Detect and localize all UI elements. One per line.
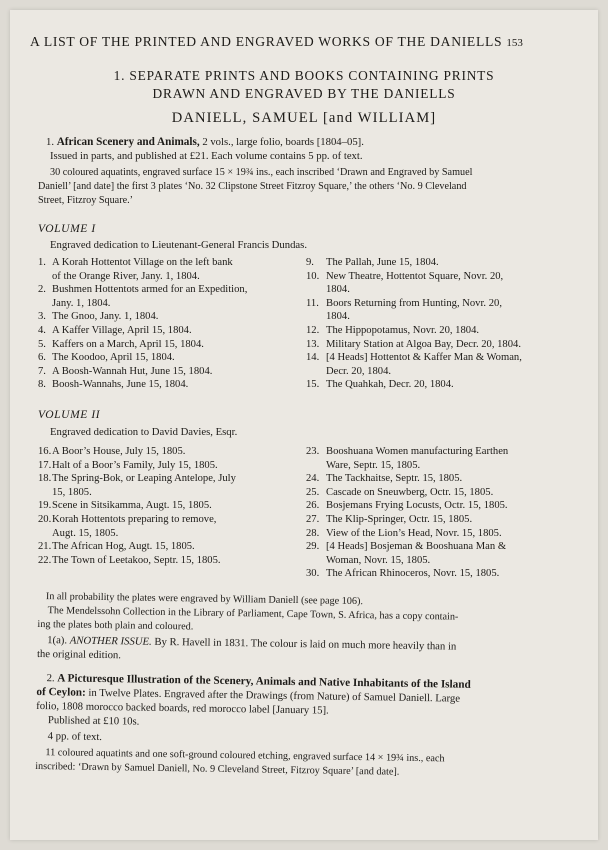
plate-title: Ware, Septr. 15, 1805.: [326, 459, 421, 471]
plate-list-item: [38, 324, 300, 338]
plate-list-item: [38, 513, 300, 540]
entry-2-published: Published at £10 10s.: [47, 714, 140, 728]
plate-title: Scene in Sitsikamma, Augt. 15, 1805.: [52, 500, 212, 512]
volume-1-plates-left: [38, 256, 300, 392]
plate-list-item: [38, 554, 300, 568]
plate-list-item: [306, 499, 572, 513]
plate-list-item: [306, 324, 572, 338]
plate-number: 17.: [38, 459, 52, 471]
plate-list-item: [38, 459, 300, 473]
plate-title: A Kaffer Village, April 15, 1804.: [52, 324, 192, 336]
plate-title: Bushmen Hottentots armed for an Expedition,: [52, 284, 248, 296]
plate-title: A Boosh-Wannah Hut, June 15, 1804.: [52, 365, 213, 377]
entry-2-desc-line1: 11 coloured aquatints and one soft-ground coloured etching, engraved surface 14 × 19¾ ins., each: [45, 747, 445, 765]
entry-format: 2 vols., large folio, boards [1804–05].: [199, 136, 364, 148]
plate-list-item: [38, 310, 300, 324]
plate-number: 19.: [38, 500, 52, 512]
entry-title: African Scenery and Animals,: [56, 136, 200, 148]
plate-number: 1.: [38, 257, 46, 268]
plate-number: 22.: [38, 554, 52, 566]
entry-1-title-line: [46, 136, 364, 149]
entry-2-line3: folio, 1808 morocco backed boards, red morocco label [January 15].: [36, 699, 329, 717]
volume-2-heading: VOLUME II: [38, 409, 101, 421]
plate-title: The Gnoo, Jany. 1, 1804.: [52, 311, 159, 323]
plate-number: 5.: [38, 338, 46, 350]
entry-1-desc-line3: Street, Fitzroy Square.’: [38, 195, 134, 206]
entry-number: 1.: [46, 136, 55, 148]
plate-title: Cascade on Sneuwberg, Octr. 15, 1805.: [326, 486, 494, 498]
running-head: [30, 34, 590, 50]
plate-number: 25.: [306, 486, 320, 498]
plate-list-item: [38, 540, 300, 554]
note-probability: In all probability the plates were engraved by William Daniell (see page 106).: [45, 591, 364, 608]
plate-title: of the Orange River, Jany. 1, 1804.: [52, 270, 200, 282]
plate-list-item: [306, 540, 572, 567]
plate-title: [4 Heads] Hottentot & Kaffer Man & Woman,: [326, 352, 522, 364]
plate-number: 4.: [38, 324, 46, 336]
plate-number: 30.: [306, 568, 320, 580]
plate-title: View of the Lion’s Head, Novr. 15, 1805.: [326, 527, 502, 539]
plate-list-item: [38, 499, 300, 513]
plate-list-item: [38, 338, 300, 352]
plate-title: Kaffers on a March, April 15, 1804.: [52, 338, 204, 350]
volume-2-plates-right: [306, 445, 572, 581]
plate-number: 9.: [306, 257, 314, 268]
plate-number: 6.: [38, 352, 46, 364]
plate-list-item: [306, 486, 572, 500]
plate-title: Boors Returning from Hunting, Novr. 20,: [326, 297, 502, 309]
plate-title: The African Rhinoceros, Novr. 15, 1805.: [326, 568, 500, 580]
plate-title: New Theatre, Hottentot Square, Novr. 20,: [326, 270, 504, 282]
plate-list-item: [306, 270, 572, 297]
another-issue-text: By R. Havell in 1831. The colour is laid on much more heavily than in: [151, 635, 457, 653]
plate-title: Halt of a Boor’s Family, July 15, 1805.: [52, 459, 218, 471]
volume-1-heading: VOLUME I: [38, 223, 96, 235]
plate-list-item: [306, 378, 572, 392]
note-mendelssohn-line1: The Mendelssohn Collection in the Library of Parliament, Cape Town, S. Africa, has a copy contain-: [47, 605, 459, 623]
plate-number: 10.: [306, 270, 320, 282]
plate-title: The Tackhaitse, Septr. 15, 1805.: [326, 473, 463, 485]
plate-list-item: [306, 527, 572, 541]
plate-title: The Spring-Bok, or Leaping Antelope, July: [52, 473, 236, 485]
plate-title: Boosh-Wannahs, June 15, 1804.: [52, 379, 189, 391]
volume-1-plates-right: [306, 256, 572, 392]
entry-number: 2.: [46, 672, 55, 685]
volume-1-dedication: Engraved dedication to Lieutenant-General Francis Dundas.: [50, 239, 308, 251]
entry-1-desc-line1: 30 coloured aquatints, engraved surface 15 × 19¾ ins., each inscribed ‘Drawn and Engraved by Samuel: [50, 167, 473, 178]
plate-list-item: [38, 378, 300, 392]
plate-number: 7.: [38, 365, 46, 377]
plate-list-item: [306, 567, 572, 581]
plate-title: Woman, Novr. 15, 1805.: [326, 554, 431, 566]
entry-1-desc-line2: Daniell’ [and date] the first 3 plates ‘No. 32 Clipstone Street Fitzroy Square,’ the others ‘No. 9 Cleveland: [38, 181, 467, 192]
plate-title: [4 Heads] Bosjeman & Booshuana Man &: [326, 541, 507, 553]
plate-number: 14.: [306, 352, 320, 364]
plate-title: Military Station at Algoa Bay, Decr. 20, 1804.: [326, 338, 521, 350]
note-mendelssohn-line2: ing the plates both plain and coloured.: [37, 618, 194, 633]
another-issue-number: 1(a).: [47, 634, 68, 647]
plate-number: 3.: [38, 311, 46, 323]
another-issue-title: ANOTHER ISSUE.: [69, 634, 152, 648]
plate-title: 15, 1805.: [52, 486, 92, 498]
plate-number: 24.: [306, 473, 320, 485]
plate-list-item: [38, 351, 300, 365]
plate-title: The Quahkah, Decr. 20, 1804.: [326, 379, 454, 391]
plate-number: 12.: [306, 324, 320, 336]
plate-number: 8.: [38, 379, 46, 391]
plate-list-item: [38, 472, 300, 499]
entry-2-pages: 4 pp. of text.: [47, 730, 103, 744]
plate-number: 16.: [38, 446, 52, 457]
plate-title: Booshuana Women manufacturing Earthen: [326, 446, 509, 457]
plate-title: The Hippopotamus, Novr. 20, 1804.: [326, 324, 480, 336]
plate-number: 13.: [306, 338, 320, 350]
plate-number: 29.: [306, 541, 320, 553]
plate-number: 18.: [38, 473, 52, 485]
plate-number: 21.: [38, 541, 52, 553]
plate-number: 26.: [306, 500, 320, 512]
plate-list-item: [38, 256, 300, 283]
plate-number: 27.: [306, 513, 320, 525]
plate-title: Decr. 20, 1804.: [326, 365, 392, 377]
plate-title: The Klip-Springer, Octr. 15, 1805.: [326, 513, 473, 525]
plate-number: 23.: [306, 446, 320, 457]
plate-list-item: [38, 283, 300, 310]
entry-2-title-end: of Ceylon:: [36, 685, 86, 699]
page-number: 153: [506, 37, 523, 49]
plate-title: The African Hog, Augt. 15, 1805.: [52, 541, 195, 553]
plate-list-item: [306, 256, 572, 270]
section-heading-line2: DRAWN AND ENGRAVED BY THE DANIELLS: [152, 86, 456, 101]
plate-title: The Town of Leetakoo, Septr. 15, 1805.: [52, 554, 221, 566]
plate-list-item: [306, 351, 572, 378]
plate-title: 1804.: [326, 311, 350, 323]
plate-number: 2.: [38, 284, 46, 296]
entry-2-subtitle: in Twelve Plates. Engraved after the Drawings (from Nature) of Samuel Daniell. Large: [85, 686, 461, 705]
plate-title: A Korah Hottentot Village on the left bank: [52, 257, 233, 268]
another-issue-line2: the original edition.: [36, 647, 122, 662]
volume-2-plates-left: [38, 445, 300, 567]
running-head-title: A LIST OF THE PRINTED AND ENGRAVED WORKS OF THE DANIELLS: [30, 34, 503, 49]
author-heading: DANIELL, SAMUEL [and WILLIAM]: [171, 110, 437, 126]
plate-list-item: [38, 365, 300, 379]
plate-number: 15.: [306, 379, 320, 391]
plate-number: 28.: [306, 527, 320, 539]
plate-title: Korah Hottentots preparing to remove,: [52, 513, 217, 525]
plate-title: The Pallah, June 15, 1804.: [326, 257, 439, 268]
plate-list-item: [306, 513, 572, 527]
plate-list-item: [306, 338, 572, 352]
plate-list-item: [38, 445, 300, 459]
plate-title: 1804.: [326, 284, 350, 296]
entry-1-issue: Issued in parts, and published at £21. Each volume contains 5 pp. of text.: [50, 150, 363, 162]
plate-title: Bosjemans Frying Locusts, Octr. 15, 1805.: [326, 500, 508, 512]
plate-list-item: [306, 297, 572, 324]
plate-title: Augt. 15, 1805.: [52, 527, 119, 539]
plate-title: Jany. 1, 1804.: [52, 297, 111, 309]
plate-title: A Boor’s House, July 15, 1805.: [52, 446, 186, 457]
entry-2-title: A Picturesque Illustration of the Scenery, Animals and Native Inhabitants of the Island: [57, 672, 471, 691]
entry-2-desc-line2: inscribed: ‘Drawn by Samuel Daniell, No. 9 Cleveland Street, Fitzroy Square’ [and date].: [35, 760, 400, 778]
volume-2-dedication: Engraved dedication to David Davies, Esqr.: [50, 426, 238, 438]
plate-list-item: [306, 472, 572, 486]
plate-number: 20.: [38, 513, 52, 525]
plate-title: The Koodoo, April 15, 1804.: [52, 352, 175, 364]
plate-number: 11.: [306, 297, 319, 309]
plate-list-item: [306, 445, 572, 472]
section-heading-line1: 1. SEPARATE PRINTS AND BOOKS CONTAINING PRINTS: [113, 68, 495, 83]
